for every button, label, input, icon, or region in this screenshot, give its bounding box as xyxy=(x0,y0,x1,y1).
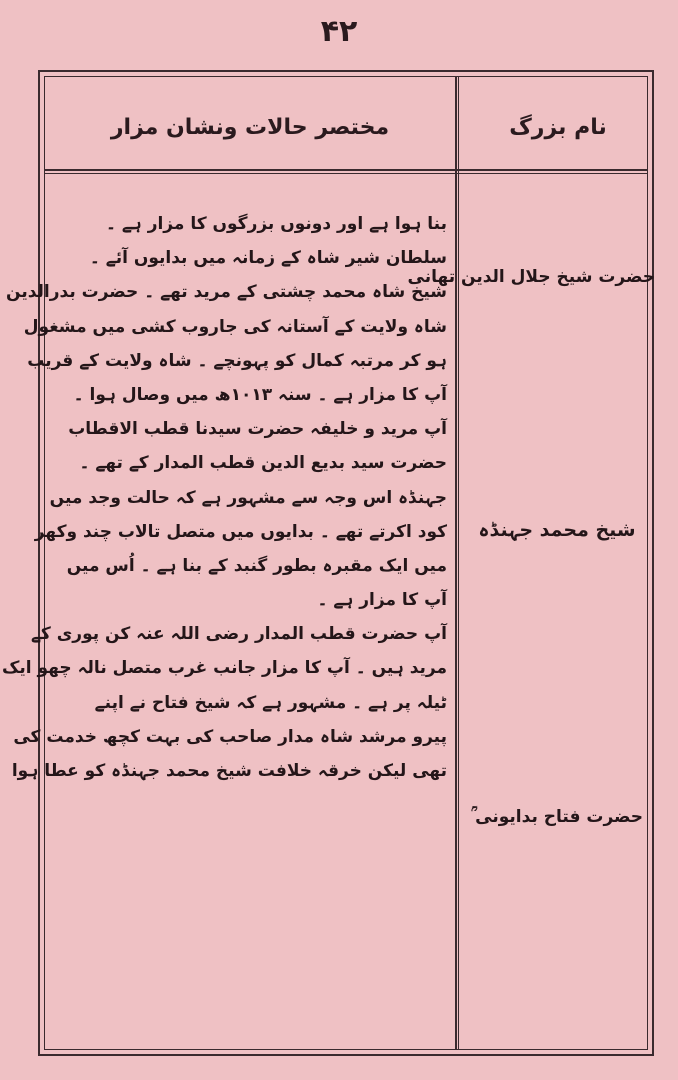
name-entry: حضرت شیخ جلال الدین تھانی xyxy=(407,267,655,287)
text-line: بنا ہوا ہے اور دونوں بزرگوں کا مزار ہے ۔ xyxy=(105,214,447,234)
text-line: تھی لیکن خرقہ خلافت شیخ محمد جہنڈہ کو عطا ہوا xyxy=(11,761,447,781)
text-line: آپ کا مزار ہے ۔ xyxy=(317,590,447,611)
header-details: مختصر حالات ونشان مزار xyxy=(110,114,390,140)
text-line: شیخ شاہ محمد چشتی کے مرید تھے ۔ حضرت بدرالدین xyxy=(6,282,447,303)
text-line: سلطان شیر شاہ کے زمانہ میں بدایوں آئے ۔ xyxy=(89,248,447,269)
text-line: آپ حضرت قطب المدار رضی اللہ عنہ کن پوری کے xyxy=(30,624,447,645)
text-line: ٹیلہ پر ہے ۔ مشہور ہے کہ شیخ فتاح نے اپنے xyxy=(94,692,447,713)
text-line: آپ کا مزار ہے ۔ سنہ ۱۰۱۳ھ میں وصال ہوا ۔ xyxy=(73,384,447,405)
text-line: کود اکرتے تھے ۔ بدایوں میں متصل تالاب چند وکھر xyxy=(34,521,447,542)
name-entry: حضرت فتاح بدایونی ؒ xyxy=(470,807,644,827)
column-divider xyxy=(455,77,459,1049)
table-inner-border xyxy=(2,76,655,1050)
name-entry: شیخ محمد جہنڈہ xyxy=(478,519,636,541)
details-column xyxy=(2,207,447,788)
header-divider xyxy=(45,169,647,174)
text-line: ہو کر مرتبہ کمال کو پہونچے ۔ شاہ ولایت کے قریب xyxy=(27,350,447,371)
table-frame xyxy=(2,70,655,1056)
text-line: آپ مرید و خلیفہ حضرت سیدنا قطب الاقطاب xyxy=(68,419,447,440)
header-name: نام بزرگ xyxy=(509,114,607,140)
text-line: جہنڈہ اس وجہ سے مشہور ہے کہ حالت وجد میں xyxy=(49,487,447,508)
text-line: میں ایک مقبرہ بطور گنبد کے بنا ہے ۔ اُس میں xyxy=(66,555,447,576)
text-line: مرید ہیں ۔ آپ کا مزار جانب غرب متصل نالہ چھو ایک xyxy=(2,658,447,679)
text-line: شاہ ولایت کے آستانہ کی جاروب کشی میں مشغول xyxy=(23,316,447,337)
text-line: پیرو مرشد شاہ مدار صاحب کی بہت کچھ خدمت کی xyxy=(13,726,447,747)
page-number: ۴۲ xyxy=(320,14,358,49)
text-line: حضرت سید بدیع الدین قطب المدار کے تھے ۔ xyxy=(79,453,447,474)
